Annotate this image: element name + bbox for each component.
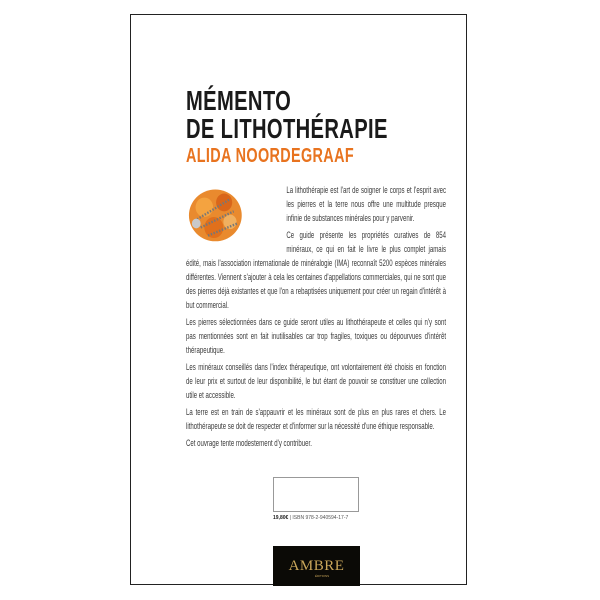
separator: | — [289, 515, 291, 521]
isbn: ISBN 978-2-940594-17-7 — [292, 515, 349, 521]
paragraph: La lithothérapie est l'art de soigner le corps et l'esprit avec les pierres et la terre nous offre une multitude presque infinie de substances minérales pour y parvenir. — [286, 185, 447, 223]
paragraph: Les pierres sélectionnées dans ce guide seront utiles au lithothérapeute et celles qui n'y sont pas mentionnées sont en fait inutilisables car trop fragiles, toxiques ou dépourvues d'intérêt thérapeutique. — [186, 317, 447, 355]
paragraph: Ce guide présente les propriétés curatives de 854 minéraux, ce qui en fait le livre le plus complet jamais édité, mais l'association internationale de minéralogie (IMA) reconnaît 5200 espèces minérales différentes. Viennent s'ajouter à cela les centaines d'appellations commerciales, qui ne sont que des pierres déjà existantes et que l'on a rebaptisées uniquement pour créer un regain d'intérêt à but commercial. — [186, 230, 447, 310]
paragraph: La terre est en train de s'appauvrir et les minéraux sont de plus en plus rares et chers. Le lithothérapeute se doit de respecter et d'informer sur la nécessité d'une éthique responsable. — [186, 407, 447, 431]
blurb — [186, 183, 446, 453]
paragraph: Les minéraux conseillés dans l'index thérapeutique, ont volontairement été choisis en fonction de leur prix et surtout de leur disponibilité, le but étant de pouvoir se constituer une collection utile et accessible. — [186, 362, 447, 400]
publisher-sub: ÉDITIONS — [315, 574, 330, 578]
author-name: ALIDA NOORDEGRAAF — [186, 145, 354, 167]
mineral-image — [186, 183, 285, 251]
title-line-1: MÉMENTO — [186, 85, 292, 116]
book-title — [186, 87, 388, 143]
price-isbn-line — [273, 515, 348, 521]
paragraph: Cet ouvrage tente modestement d'y contribuer. — [186, 438, 312, 448]
title-line-2: DE LITHOTHÉRAPIE — [186, 113, 388, 144]
publisher-logo — [273, 546, 360, 586]
price: 19,80€ — [273, 515, 289, 521]
barcode-box — [273, 477, 359, 512]
publisher-name: AMBRE — [288, 557, 345, 574]
book-back-cover — [130, 14, 467, 585]
